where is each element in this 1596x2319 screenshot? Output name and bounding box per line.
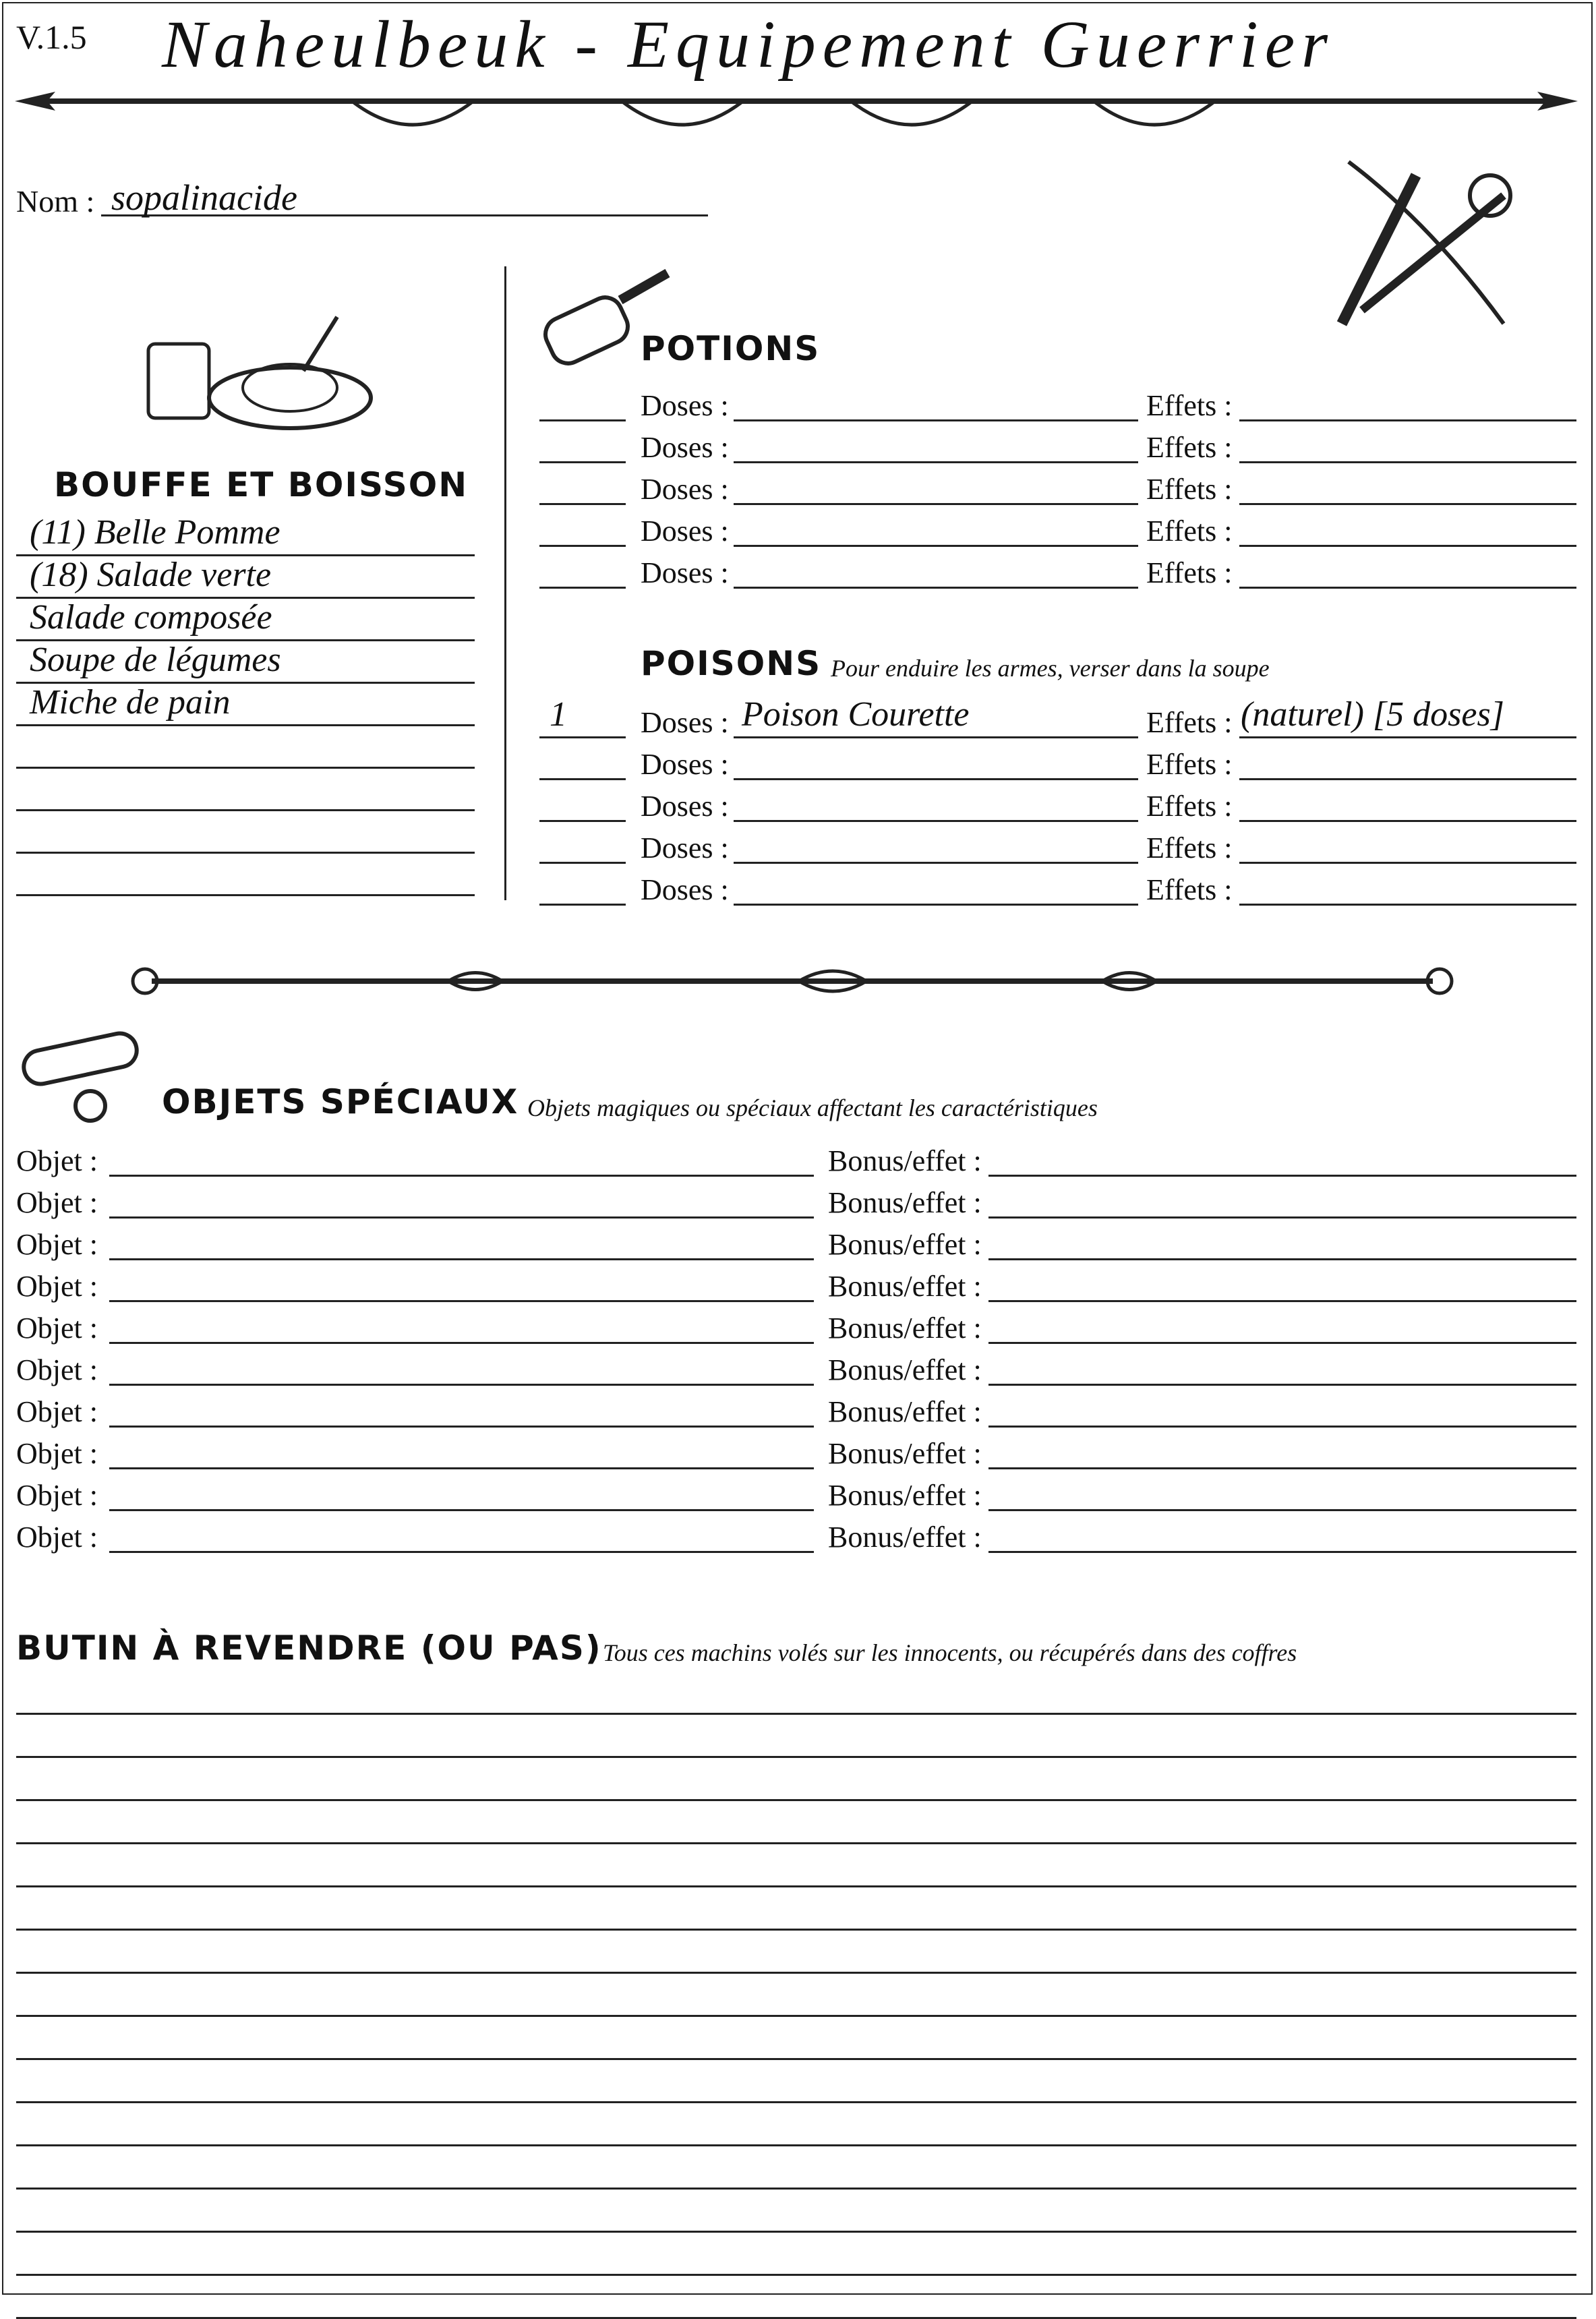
potions-qty-line <box>539 587 626 589</box>
potions-effets-label: Effets : <box>1146 431 1233 464</box>
poisons-effets-line <box>1239 862 1576 864</box>
bonus-label: Bonus/effet : <box>828 1521 982 1554</box>
bouffe-item[interactable]: Salade composée <box>30 598 272 637</box>
scroll-ring-icon <box>16 1028 151 1129</box>
potions-doses-line <box>734 587 1138 589</box>
potions-effets-line <box>1239 461 1576 463</box>
butin-line <box>16 2274 1576 2276</box>
bouffe-item[interactable]: (11) Belle Pomme <box>30 513 280 552</box>
bouffe-line <box>16 809 475 811</box>
potions-doses-label: Doses : <box>641 556 729 589</box>
potions-doses-label: Doses : <box>641 431 729 464</box>
bouffe-item[interactable]: (18) Salade verte <box>30 556 272 594</box>
butin-line <box>16 1842 1576 1844</box>
butin-line <box>16 2144 1576 2146</box>
poisons-doses-line <box>734 820 1138 822</box>
bonus-line <box>988 1175 1576 1177</box>
potions-qty-line <box>539 503 626 505</box>
bonus-label: Bonus/effet : <box>828 1312 982 1345</box>
butin-line <box>16 1929 1576 1931</box>
objet-label: Objet : <box>16 1479 98 1512</box>
objet-label: Objet : <box>16 1353 98 1386</box>
bonus-label: Bonus/effet : <box>828 1395 982 1428</box>
poisons-qty[interactable]: 1 <box>550 695 567 734</box>
poisons-effets-label: Effets : <box>1146 790 1233 823</box>
potions-qty-line <box>539 419 626 421</box>
bonus-line <box>988 1258 1576 1260</box>
bonus-label: Bonus/effet : <box>828 1353 982 1386</box>
objet-label: Objet : <box>16 1228 98 1261</box>
potions-effets-line <box>1239 419 1576 421</box>
objet-label: Objet : <box>16 1395 98 1428</box>
objets-subtitle: Objets magiques ou spéciaux affectant les caractéristiques <box>527 1094 1098 1121</box>
poisons-doses-line <box>734 778 1138 780</box>
butin-line <box>16 2188 1576 2190</box>
bonus-label: Bonus/effet : <box>828 1228 982 1261</box>
potions-effets-label: Effets : <box>1146 389 1233 422</box>
weapons-icon <box>1322 155 1524 337</box>
potions-doses-label: Doses : <box>641 473 729 506</box>
poisons-subtitle: Pour enduire les armes, verser dans la soupe <box>831 655 1270 682</box>
poisons-title: POISONS <box>641 644 822 683</box>
bouffe-line <box>16 894 475 896</box>
objets-title: OBJETS SPÉCIAUX <box>162 1082 519 1121</box>
objet-label: Objet : <box>16 1312 98 1345</box>
butin-title: BUTIN À REVENDRE (OU PAS) <box>16 1628 602 1668</box>
potions-effets-label: Effets : <box>1146 515 1233 548</box>
bonus-line <box>988 1342 1576 1344</box>
objet-label: Objet : <box>16 1270 98 1303</box>
poisons-qty-line <box>539 904 626 906</box>
objet-line <box>109 1467 814 1469</box>
bonus-label: Bonus/effet : <box>828 1479 982 1512</box>
poisons-doses-label: Doses : <box>641 831 729 864</box>
poisons-doses-line <box>734 862 1138 864</box>
bonus-label: Bonus/effet : <box>828 1437 982 1470</box>
poisons-effets-line <box>1239 736 1576 738</box>
poisons-effets-label: Effets : <box>1146 831 1233 864</box>
potions-doses-line <box>734 461 1138 463</box>
bouffe-line <box>16 852 475 854</box>
bonus-label: Bonus/effet : <box>828 1144 982 1177</box>
objet-line <box>109 1551 814 1553</box>
nom-label: Nom : <box>16 184 95 218</box>
objet-line <box>109 1258 814 1260</box>
objet-label: Objet : <box>16 1521 98 1554</box>
bonus-line <box>988 1509 1576 1511</box>
objet-label: Objet : <box>16 1186 98 1219</box>
poisons-doses-line <box>734 736 1138 738</box>
butin-line <box>16 1713 1576 1715</box>
bonus-line <box>988 1426 1576 1428</box>
bonus-label: Bonus/effet : <box>828 1270 982 1303</box>
bonus-line <box>988 1300 1576 1302</box>
poisons-effets-label: Effets : <box>1146 748 1233 781</box>
bouffe-item[interactable]: Soupe de légumes <box>30 641 281 679</box>
poisons-qty-line <box>539 736 626 738</box>
poisons-effets-line <box>1239 778 1576 780</box>
objet-line <box>109 1216 814 1219</box>
poisons-effets-line <box>1239 904 1576 906</box>
spear-divider-icon <box>15 88 1578 148</box>
potions-effets-line <box>1239 587 1576 589</box>
objet-line <box>109 1426 814 1428</box>
butin-line <box>16 2015 1576 2017</box>
butin-subtitle: Tous ces machins volés sur les innocents, ou récupérés dans des coffres <box>603 1639 1297 1666</box>
bouffe-item[interactable]: Miche de pain <box>30 683 231 722</box>
page-title: Naheulbeuk - Equipement Guerrier <box>162 7 1335 82</box>
potions-doses-line <box>734 503 1138 505</box>
bonus-line <box>988 1384 1576 1386</box>
butin-line <box>16 2101 1576 2103</box>
butin-line <box>16 2231 1576 2233</box>
poisons-doses-label: Doses : <box>641 790 729 823</box>
potions-doses-line <box>734 419 1138 421</box>
staff-divider-icon <box>125 958 1460 1005</box>
bonus-line <box>988 1216 1576 1219</box>
poisons-doses-label: Doses : <box>641 748 729 781</box>
food-icon <box>135 303 378 438</box>
objet-line <box>109 1509 814 1511</box>
potions-effets-line <box>1239 545 1576 547</box>
objet-line <box>109 1175 814 1177</box>
bonus-label: Bonus/effet : <box>828 1186 982 1219</box>
poisons-doses-label: Doses : <box>641 873 729 906</box>
potions-qty-line <box>539 461 626 463</box>
butin-line <box>16 1799 1576 1801</box>
bonus-line <box>988 1551 1576 1553</box>
poisons-qty-line <box>539 820 626 822</box>
bouffe-line <box>16 724 475 726</box>
bouffe-title: BOUFFE ET BOISSON <box>54 465 469 504</box>
butin-line <box>16 1972 1576 1974</box>
butin-line <box>16 2058 1576 2060</box>
poisons-doses-line <box>734 904 1138 906</box>
potions-doses-label: Doses : <box>641 389 729 422</box>
potions-doses-label: Doses : <box>641 515 729 548</box>
poisons-doses-field[interactable]: Poison Courette <box>742 695 970 734</box>
nom-field[interactable]: sopalinacide <box>111 177 297 218</box>
poisons-doses-label: Doses : <box>641 706 729 739</box>
column-divider <box>504 266 506 900</box>
potions-title: POTIONS <box>641 329 821 368</box>
bouffe-line <box>16 767 475 769</box>
butin-line <box>16 1756 1576 1758</box>
poisons-qty-line <box>539 778 626 780</box>
poisons-effets-label: Effets : <box>1146 873 1233 906</box>
objet-line <box>109 1384 814 1386</box>
objet-line <box>109 1300 814 1302</box>
version-label: V.1.5 <box>16 18 87 56</box>
bonus-line <box>988 1467 1576 1469</box>
potions-effets-line <box>1239 503 1576 505</box>
objet-label: Objet : <box>16 1437 98 1470</box>
poisons-effets-line <box>1239 820 1576 822</box>
poisons-qty-line <box>539 862 626 864</box>
butin-line <box>16 1885 1576 1887</box>
potions-effets-label: Effets : <box>1146 473 1233 506</box>
objet-label: Objet : <box>16 1144 98 1177</box>
potions-doses-line <box>734 545 1138 547</box>
potions-qty-line <box>539 545 626 547</box>
poisons-effets-label: Effets : <box>1146 706 1233 739</box>
objet-line <box>109 1342 814 1344</box>
potions-effets-label: Effets : <box>1146 556 1233 589</box>
poisons-effets-field[interactable]: (naturel) [5 doses] <box>1241 695 1504 734</box>
